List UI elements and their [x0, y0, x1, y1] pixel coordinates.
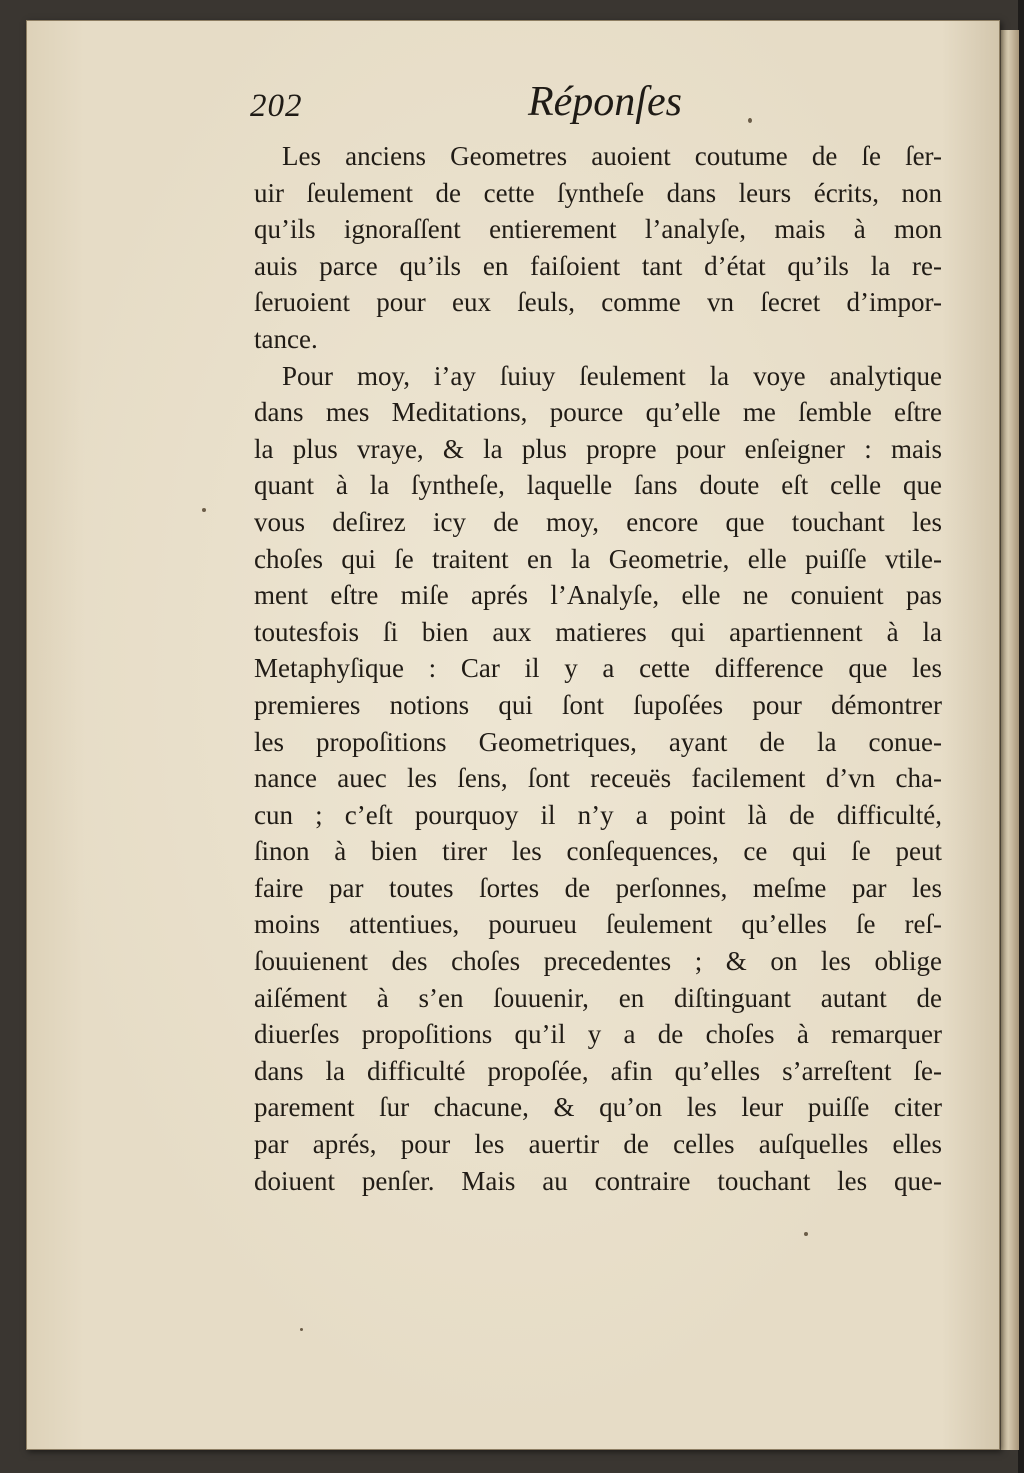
- text-line: aiſément à s’en ſouuenir, en diſtinguant autant de: [254, 982, 942, 1013]
- text-line: auis parce qu’ils en faiſoient tant d’état qu’ils la re-: [254, 250, 942, 281]
- text-line: quant à la ſyntheſe, laquelle ſans doute eſt celle que: [254, 470, 942, 501]
- text-line: Metaphyſique : Car il y a cette difference que les: [254, 653, 942, 684]
- text-line: uir ſeulement de cette ſyntheſe dans leurs écrits, non: [254, 177, 942, 208]
- text-line: toutesfois ſi bien aux matieres qui apartiennent à la: [254, 616, 942, 647]
- paragraph-1: [254, 138, 942, 358]
- text-line: ſinon à bien tirer les conſequences, ce qui ſe peut: [254, 836, 942, 867]
- text-line: dans mes Meditations, pource qu’elle me ſemble eſtre: [254, 397, 942, 428]
- page-number: 202: [250, 88, 303, 124]
- text-line: doiuent penſer. Mais au contraire touchant les que-: [254, 1165, 942, 1196]
- text-line: Pour moy, i’ay ſuiuy ſeulement la voye analytique: [282, 360, 942, 391]
- ink-speck: [804, 1232, 808, 1236]
- text-line: moins attentiues, pourueu ſeulement qu’elles ſe reſ-: [254, 909, 942, 940]
- text-line: Les anciens Geometres auoient coutume de ſe ſer-: [282, 141, 942, 171]
- text-line: parement ſur chacune, & qu’on les leur puiſſe citer: [254, 1092, 942, 1123]
- text-line: nance auec les ſens, ſont receuës facilement d’vn cha-: [254, 763, 942, 794]
- running-head: Réponſes: [528, 79, 682, 125]
- text-line: la plus vraye, & la plus propre pour enſeigner : mais: [254, 433, 942, 464]
- text-line: premieres notions qui ſont ſupoſées pour démontrer: [254, 689, 942, 720]
- ink-speck: [748, 118, 752, 123]
- text-line: les propoſitions Geometriques, ayant de la conue-: [254, 726, 942, 757]
- text-line: tance.: [254, 323, 318, 354]
- paragraph-2: [254, 358, 942, 1200]
- text-line: vous deſirez icy de moy, encore que touchant les: [254, 506, 942, 537]
- text-line: ſeruoient pour eux ſeuls, comme vn ſecret d’impor-: [254, 287, 942, 318]
- ink-speck: [300, 1328, 303, 1331]
- text-line: dans la difficulté propoſée, afin qu’elles s’arreſtent ſe-: [254, 1055, 942, 1086]
- text-line: cun ; c’eſt pourquoy il n’y a point là de difficulté,: [254, 799, 942, 830]
- body-text: [254, 138, 942, 1199]
- text-line: ſouuienent des choſes precedentes ; & on les oblige: [254, 946, 942, 977]
- ink-speck: [202, 508, 206, 512]
- text-line: faire par toutes ſortes de perſonnes, meſme par les: [254, 872, 942, 903]
- text-line: ment eſtre miſe aprés l’Analyſe, elle ne conuient pas: [254, 580, 942, 611]
- text-line: diuerſes propoſitions qu’il y a de choſes à remarquer: [254, 1019, 942, 1050]
- text-line: qu’ils ignoraſſent entierement l’analyſe, mais à mon: [254, 214, 942, 245]
- page-fore-edge: [1000, 30, 1019, 1450]
- text-line: par aprés, pour les auertir de celles auſquelles elles: [254, 1129, 942, 1160]
- text-line: choſes qui ſe traitent en la Geometrie, elle puiſſe vtile-: [254, 543, 942, 574]
